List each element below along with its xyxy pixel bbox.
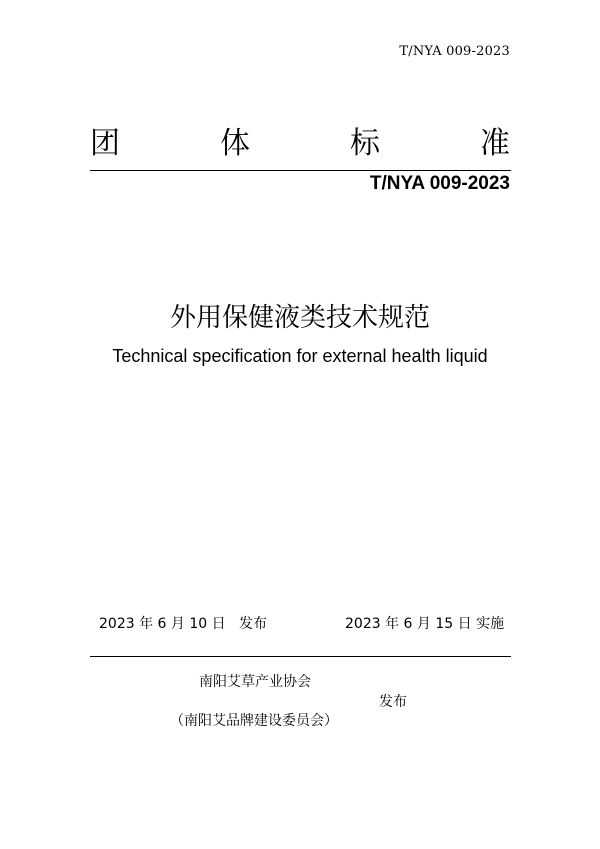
header-standard-code: T/NYA 009-2023 (399, 44, 510, 59)
title-english: Technical specification for external health liquid (112, 346, 488, 366)
bottom-divider (90, 656, 511, 657)
document-type-char: 体 (220, 126, 250, 161)
publish-month: 6 (157, 616, 167, 632)
implement-year-unit: 年 (385, 616, 400, 632)
publish-day: 10 (189, 616, 208, 632)
issuer-sub-organization: （南阳艾品牌建设委员会） (170, 713, 338, 729)
implement-year: 2023 (345, 616, 381, 632)
title-chinese: 外用保健液类技术规范 (169, 303, 430, 333)
publish-month-unit: 月 (170, 616, 185, 632)
document-type-char: 标 (350, 126, 380, 161)
implement-month: 6 (403, 616, 413, 632)
document-type-char: 准 (480, 126, 510, 161)
implement-date (345, 614, 504, 634)
document-type-char: 团 (90, 126, 120, 161)
top-divider (90, 170, 511, 171)
implement-day: 15 (435, 616, 454, 632)
implement-action: 实施 (476, 616, 505, 632)
standard-number: T/NYA 009-2023 (369, 173, 510, 194)
issuer-action: 发布 (379, 694, 407, 710)
implement-month-unit: 月 (416, 616, 431, 632)
publish-day-unit: 日 (211, 616, 226, 632)
publish-year: 2023 (99, 616, 135, 632)
publish-date (99, 614, 267, 634)
publish-action: 发布 (239, 616, 268, 632)
implement-day-unit: 日 (457, 616, 472, 632)
issuer-organization: 南阳艾草产业协会 (199, 674, 311, 690)
document-type-heading (90, 126, 510, 162)
publish-year-unit: 年 (139, 616, 154, 632)
